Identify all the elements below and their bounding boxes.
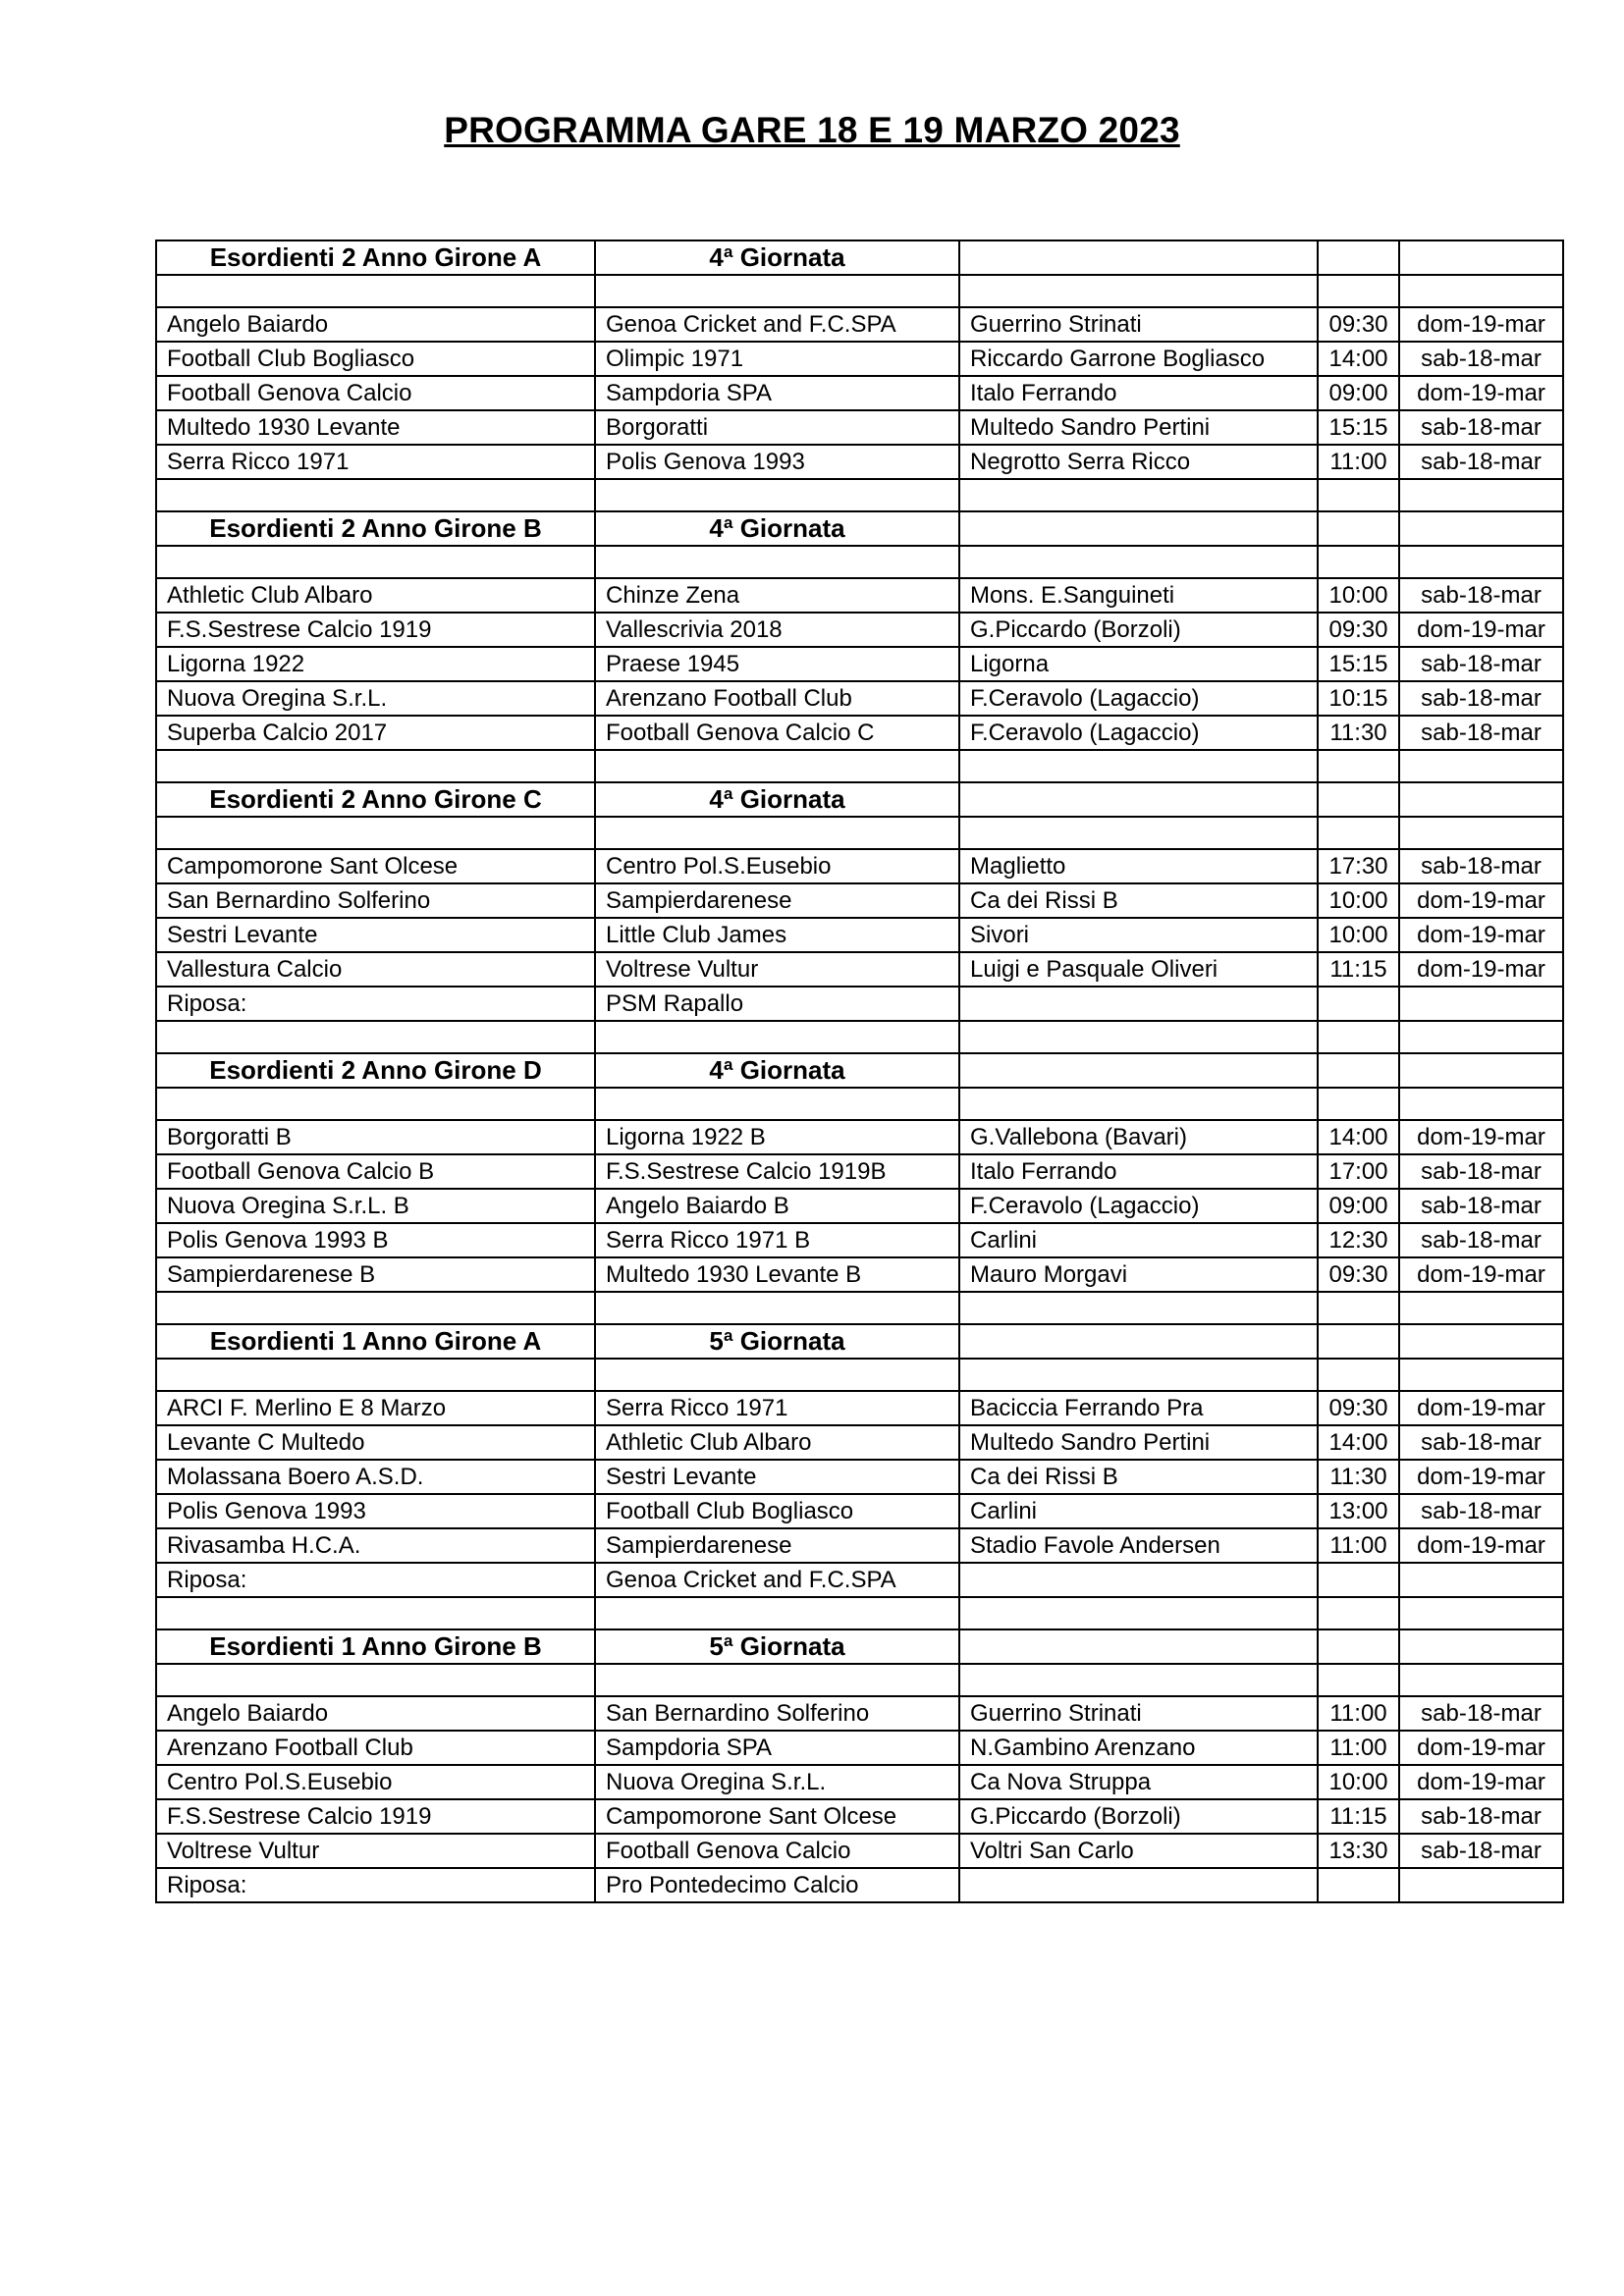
spacer-row xyxy=(156,1088,1563,1120)
kickoff-time: 17:00 xyxy=(1318,1154,1399,1189)
home-team: Multedo 1930 Levante xyxy=(156,410,595,445)
empty-cell xyxy=(156,1664,595,1696)
empty-cell xyxy=(1399,750,1563,782)
home-team: Riposa: xyxy=(156,1563,595,1597)
match-date: dom-19-mar xyxy=(1399,918,1563,952)
empty-cell xyxy=(959,1664,1318,1696)
spacer-row xyxy=(156,1597,1563,1629)
away-team: Genoa Cricket and F.C.SPA xyxy=(595,1563,959,1597)
match-row xyxy=(156,410,1563,445)
empty-cell xyxy=(1318,511,1399,546)
group-header-row xyxy=(156,511,1563,546)
away-team: San Bernardino Solferino xyxy=(595,1696,959,1731)
group-name: Esordienti 1 Anno Girone B xyxy=(156,1629,595,1664)
empty-cell xyxy=(1318,275,1399,307)
home-team: Ligorna 1922 xyxy=(156,647,595,681)
empty-cell xyxy=(1399,1664,1563,1696)
away-team: Sestri Levante xyxy=(595,1460,959,1494)
venue: Italo Ferrando xyxy=(959,1154,1318,1189)
match-row xyxy=(156,445,1563,479)
away-team: Chinze Zena xyxy=(595,578,959,613)
home-team: Molassana Boero A.S.D. xyxy=(156,1460,595,1494)
home-team: F.S.Sestrese Calcio 1919 xyxy=(156,613,595,647)
venue: Baciccia Ferrando Pra xyxy=(959,1391,1318,1425)
empty-cell xyxy=(1318,1324,1399,1359)
empty-cell xyxy=(156,1021,595,1053)
spacer-row xyxy=(156,1292,1563,1324)
home-team: Football Genova Calcio xyxy=(156,376,595,410)
kickoff-time: 11:00 xyxy=(1318,1696,1399,1731)
home-team: Nuova Oregina S.r.L. B xyxy=(156,1189,595,1223)
empty-cell xyxy=(595,1088,959,1120)
spacer-row xyxy=(156,275,1563,307)
empty-cell xyxy=(1399,1324,1563,1359)
empty-cell xyxy=(156,817,595,849)
away-team: Polis Genova 1993 xyxy=(595,445,959,479)
home-team: Voltrese Vultur xyxy=(156,1834,595,1868)
home-team: Polis Genova 1993 B xyxy=(156,1223,595,1257)
match-date: dom-19-mar xyxy=(1399,307,1563,342)
match-row xyxy=(156,987,1563,1021)
kickoff-time xyxy=(1318,1563,1399,1597)
empty-cell xyxy=(1318,546,1399,578)
spacer-row xyxy=(156,1359,1563,1391)
home-team: Arenzano Football Club xyxy=(156,1731,595,1765)
match-date: sab-18-mar xyxy=(1399,1834,1563,1868)
home-team: Sampierdarenese B xyxy=(156,1257,595,1292)
empty-cell xyxy=(595,1021,959,1053)
kickoff-time: 09:30 xyxy=(1318,1257,1399,1292)
away-team: Genoa Cricket and F.C.SPA xyxy=(595,307,959,342)
spacer-row xyxy=(156,546,1563,578)
round-label: 4ª Giornata xyxy=(595,1053,959,1088)
match-row xyxy=(156,1189,1563,1223)
empty-cell xyxy=(156,1088,595,1120)
empty-cell xyxy=(959,1359,1318,1391)
kickoff-time: 12:30 xyxy=(1318,1223,1399,1257)
match-row xyxy=(156,613,1563,647)
empty-cell xyxy=(1399,1359,1563,1391)
match-row xyxy=(156,1834,1563,1868)
kickoff-time: 14:00 xyxy=(1318,342,1399,376)
empty-cell xyxy=(1318,1664,1399,1696)
away-team: F.S.Sestrese Calcio 1919B xyxy=(595,1154,959,1189)
empty-cell xyxy=(595,1597,959,1629)
away-team: Campomorone Sant Olcese xyxy=(595,1799,959,1834)
home-team: Riposa: xyxy=(156,1868,595,1902)
empty-cell xyxy=(959,1629,1318,1664)
empty-cell xyxy=(1399,1292,1563,1324)
match-date: sab-18-mar xyxy=(1399,849,1563,883)
venue: Italo Ferrando xyxy=(959,376,1318,410)
match-row xyxy=(156,1868,1563,1902)
match-date: dom-19-mar xyxy=(1399,883,1563,918)
empty-cell xyxy=(959,750,1318,782)
home-team: San Bernardino Solferino xyxy=(156,883,595,918)
away-team: Voltrese Vultur xyxy=(595,952,959,987)
empty-cell xyxy=(1318,1021,1399,1053)
venue: Luigi e Pasquale Oliveri xyxy=(959,952,1318,987)
empty-cell xyxy=(156,275,595,307)
kickoff-time: 11:15 xyxy=(1318,1799,1399,1834)
venue: Stadio Favole Andersen xyxy=(959,1528,1318,1563)
kickoff-time: 13:30 xyxy=(1318,1834,1399,1868)
empty-cell xyxy=(1399,275,1563,307)
match-date: dom-19-mar xyxy=(1399,1731,1563,1765)
venue: G.Piccardo (Borzoli) xyxy=(959,1799,1318,1834)
kickoff-time xyxy=(1318,987,1399,1021)
home-team: Rivasamba H.C.A. xyxy=(156,1528,595,1563)
empty-cell xyxy=(1318,1597,1399,1629)
venue xyxy=(959,1563,1318,1597)
empty-cell xyxy=(1318,782,1399,817)
away-team: Centro Pol.S.Eusebio xyxy=(595,849,959,883)
match-date: dom-19-mar xyxy=(1399,1765,1563,1799)
empty-cell xyxy=(1318,1088,1399,1120)
empty-cell xyxy=(959,1324,1318,1359)
match-row xyxy=(156,1696,1563,1731)
away-team: Pro Pontedecimo Calcio xyxy=(595,1868,959,1902)
match-row xyxy=(156,918,1563,952)
empty-cell xyxy=(595,1359,959,1391)
empty-cell xyxy=(1318,750,1399,782)
venue: Sivori xyxy=(959,918,1318,952)
home-team: Nuova Oregina S.r.L. xyxy=(156,681,595,716)
away-team: Sampierdarenese xyxy=(595,1528,959,1563)
empty-cell xyxy=(1399,546,1563,578)
empty-cell xyxy=(959,1597,1318,1629)
match-date: sab-18-mar xyxy=(1399,1696,1563,1731)
home-team: Athletic Club Albaro xyxy=(156,578,595,613)
home-team: Riposa: xyxy=(156,987,595,1021)
venue: Multedo Sandro Pertini xyxy=(959,1425,1318,1460)
kickoff-time: 14:00 xyxy=(1318,1425,1399,1460)
venue: Carlini xyxy=(959,1223,1318,1257)
kickoff-time: 10:00 xyxy=(1318,578,1399,613)
group-name: Esordienti 2 Anno Girone B xyxy=(156,511,595,546)
kickoff-time: 17:30 xyxy=(1318,849,1399,883)
spacer-row xyxy=(156,1664,1563,1696)
venue: Ca dei Rissi B xyxy=(959,1460,1318,1494)
spacer-row xyxy=(156,1021,1563,1053)
empty-cell xyxy=(156,1597,595,1629)
schedule-table xyxy=(155,240,1564,1903)
venue: Maglietto xyxy=(959,849,1318,883)
match-date: sab-18-mar xyxy=(1399,716,1563,750)
venue xyxy=(959,1868,1318,1902)
match-date: dom-19-mar xyxy=(1399,1528,1563,1563)
away-team: Arenzano Football Club xyxy=(595,681,959,716)
empty-cell xyxy=(1318,1359,1399,1391)
kickoff-time: 10:00 xyxy=(1318,1765,1399,1799)
empty-cell xyxy=(959,1088,1318,1120)
away-team: Football Genova Calcio C xyxy=(595,716,959,750)
away-team: Sampierdarenese xyxy=(595,883,959,918)
match-row xyxy=(156,883,1563,918)
spacer-row xyxy=(156,750,1563,782)
kickoff-time xyxy=(1318,1868,1399,1902)
home-team: Serra Ricco 1971 xyxy=(156,445,595,479)
away-team: Little Club James xyxy=(595,918,959,952)
match-row xyxy=(156,1223,1563,1257)
kickoff-time: 09:30 xyxy=(1318,307,1399,342)
home-team: Football Club Bogliasco xyxy=(156,342,595,376)
match-date: sab-18-mar xyxy=(1399,681,1563,716)
match-date: sab-18-mar xyxy=(1399,1494,1563,1528)
group-header-row xyxy=(156,1324,1563,1359)
empty-cell xyxy=(1399,817,1563,849)
group-name: Esordienti 1 Anno Girone A xyxy=(156,1324,595,1359)
empty-cell xyxy=(1399,240,1563,275)
group-name: Esordienti 2 Anno Girone D xyxy=(156,1053,595,1088)
empty-cell xyxy=(959,1053,1318,1088)
home-team: Levante C Multedo xyxy=(156,1425,595,1460)
empty-cell xyxy=(156,750,595,782)
home-team: Campomorone Sant Olcese xyxy=(156,849,595,883)
home-team: Polis Genova 1993 xyxy=(156,1494,595,1528)
venue: Negrotto Serra Ricco xyxy=(959,445,1318,479)
away-team: Serra Ricco 1971 B xyxy=(595,1223,959,1257)
match-row xyxy=(156,1391,1563,1425)
empty-cell xyxy=(1318,1629,1399,1664)
empty-cell xyxy=(1318,479,1399,511)
home-team: F.S.Sestrese Calcio 1919 xyxy=(156,1799,595,1834)
empty-cell xyxy=(1318,240,1399,275)
away-team: Serra Ricco 1971 xyxy=(595,1391,959,1425)
kickoff-time: 11:00 xyxy=(1318,1528,1399,1563)
venue: Mauro Morgavi xyxy=(959,1257,1318,1292)
match-date xyxy=(1399,1868,1563,1902)
match-row xyxy=(156,681,1563,716)
empty-cell xyxy=(595,1292,959,1324)
match-date: sab-18-mar xyxy=(1399,578,1563,613)
away-team: Borgoratti xyxy=(595,410,959,445)
match-row xyxy=(156,376,1563,410)
match-date: sab-18-mar xyxy=(1399,1223,1563,1257)
away-team: Sampdoria SPA xyxy=(595,1731,959,1765)
away-team: PSM Rapallo xyxy=(595,987,959,1021)
empty-cell xyxy=(959,1292,1318,1324)
match-date: sab-18-mar xyxy=(1399,410,1563,445)
match-row xyxy=(156,1425,1563,1460)
home-team: Angelo Baiardo xyxy=(156,1696,595,1731)
match-row xyxy=(156,342,1563,376)
venue: Guerrino Strinati xyxy=(959,1696,1318,1731)
match-row xyxy=(156,1765,1563,1799)
kickoff-time: 13:00 xyxy=(1318,1494,1399,1528)
away-team: Angelo Baiardo B xyxy=(595,1189,959,1223)
away-team: Football Genova Calcio xyxy=(595,1834,959,1868)
venue: Carlini xyxy=(959,1494,1318,1528)
kickoff-time: 11:30 xyxy=(1318,716,1399,750)
group-header-row xyxy=(156,1629,1563,1664)
match-date: sab-18-mar xyxy=(1399,1154,1563,1189)
away-team: Vallescrivia 2018 xyxy=(595,613,959,647)
away-team: Praese 1945 xyxy=(595,647,959,681)
match-date: dom-19-mar xyxy=(1399,376,1563,410)
match-row xyxy=(156,849,1563,883)
empty-cell xyxy=(959,546,1318,578)
kickoff-time: 10:00 xyxy=(1318,883,1399,918)
away-team: Olimpic 1971 xyxy=(595,342,959,376)
home-team: ARCI F. Merlino E 8 Marzo xyxy=(156,1391,595,1425)
kickoff-time: 15:15 xyxy=(1318,647,1399,681)
venue: N.Gambino Arenzano xyxy=(959,1731,1318,1765)
match-row xyxy=(156,1154,1563,1189)
match-row xyxy=(156,716,1563,750)
page-title: PROGRAMMA GARE 18 E 19 MARZO 2023 xyxy=(444,110,1180,150)
round-label: 4ª Giornata xyxy=(595,511,959,546)
home-team: Football Genova Calcio B xyxy=(156,1154,595,1189)
venue: G.Vallebona (Bavari) xyxy=(959,1120,1318,1154)
empty-cell xyxy=(1399,1088,1563,1120)
round-label: 4ª Giornata xyxy=(595,240,959,275)
kickoff-time: 09:30 xyxy=(1318,1391,1399,1425)
home-team: Vallestura Calcio xyxy=(156,952,595,987)
empty-cell xyxy=(1399,782,1563,817)
empty-cell xyxy=(595,546,959,578)
match-date: dom-19-mar xyxy=(1399,613,1563,647)
home-team: Sestri Levante xyxy=(156,918,595,952)
venue: G.Piccardo (Borzoli) xyxy=(959,613,1318,647)
match-date: dom-19-mar xyxy=(1399,1257,1563,1292)
empty-cell xyxy=(156,1359,595,1391)
round-label: 5ª Giornata xyxy=(595,1629,959,1664)
round-label: 4ª Giornata xyxy=(595,782,959,817)
match-row xyxy=(156,1563,1563,1597)
group-name: Esordienti 2 Anno Girone C xyxy=(156,782,595,817)
spacer-row xyxy=(156,479,1563,511)
kickoff-time: 11:15 xyxy=(1318,952,1399,987)
kickoff-time: 10:00 xyxy=(1318,918,1399,952)
empty-cell xyxy=(595,817,959,849)
kickoff-time: 14:00 xyxy=(1318,1120,1399,1154)
empty-cell xyxy=(1399,1629,1563,1664)
empty-cell xyxy=(1399,1021,1563,1053)
venue: Ligorna xyxy=(959,647,1318,681)
group-header-row xyxy=(156,782,1563,817)
empty-cell xyxy=(1318,1053,1399,1088)
empty-cell xyxy=(1318,817,1399,849)
venue: Ca Nova Struppa xyxy=(959,1765,1318,1799)
empty-cell xyxy=(1399,1597,1563,1629)
match-date: sab-18-mar xyxy=(1399,342,1563,376)
kickoff-time: 10:15 xyxy=(1318,681,1399,716)
home-team: Borgoratti B xyxy=(156,1120,595,1154)
kickoff-time: 09:00 xyxy=(1318,376,1399,410)
empty-cell xyxy=(959,275,1318,307)
home-team: Superba Calcio 2017 xyxy=(156,716,595,750)
venue: Ca dei Rissi B xyxy=(959,883,1318,918)
match-date: sab-18-mar xyxy=(1399,1189,1563,1223)
home-team: Angelo Baiardo xyxy=(156,307,595,342)
venue: Multedo Sandro Pertini xyxy=(959,410,1318,445)
empty-cell xyxy=(959,1021,1318,1053)
kickoff-time: 09:30 xyxy=(1318,613,1399,647)
match-date: sab-18-mar xyxy=(1399,647,1563,681)
match-row xyxy=(156,952,1563,987)
kickoff-time: 11:00 xyxy=(1318,1731,1399,1765)
match-row xyxy=(156,1257,1563,1292)
empty-cell xyxy=(1399,511,1563,546)
empty-cell xyxy=(1318,1292,1399,1324)
empty-cell xyxy=(595,750,959,782)
match-row xyxy=(156,1799,1563,1834)
venue: Guerrino Strinati xyxy=(959,307,1318,342)
empty-cell xyxy=(959,479,1318,511)
venue: Mons. E.Sanguineti xyxy=(959,578,1318,613)
venue: F.Ceravolo (Lagaccio) xyxy=(959,681,1318,716)
match-row xyxy=(156,578,1563,613)
empty-cell xyxy=(1399,1053,1563,1088)
match-date: sab-18-mar xyxy=(1399,445,1563,479)
match-row xyxy=(156,1460,1563,1494)
match-date: dom-19-mar xyxy=(1399,952,1563,987)
match-date: sab-18-mar xyxy=(1399,1799,1563,1834)
kickoff-time: 11:30 xyxy=(1318,1460,1399,1494)
match-date: dom-19-mar xyxy=(1399,1391,1563,1425)
group-name: Esordienti 2 Anno Girone A xyxy=(156,240,595,275)
kickoff-time: 09:00 xyxy=(1318,1189,1399,1223)
empty-cell xyxy=(959,817,1318,849)
empty-cell xyxy=(595,479,959,511)
venue: F.Ceravolo (Lagaccio) xyxy=(959,1189,1318,1223)
empty-cell xyxy=(959,511,1318,546)
home-team: Centro Pol.S.Eusebio xyxy=(156,1765,595,1799)
match-row xyxy=(156,1528,1563,1563)
away-team: Ligorna 1922 B xyxy=(595,1120,959,1154)
empty-cell xyxy=(156,1292,595,1324)
empty-cell xyxy=(156,546,595,578)
match-date: sab-18-mar xyxy=(1399,1425,1563,1460)
match-row xyxy=(156,1494,1563,1528)
kickoff-time: 11:00 xyxy=(1318,445,1399,479)
empty-cell xyxy=(959,240,1318,275)
round-label: 5ª Giornata xyxy=(595,1324,959,1359)
empty-cell xyxy=(595,275,959,307)
match-row xyxy=(156,307,1563,342)
group-header-row xyxy=(156,1053,1563,1088)
away-team: Football Club Bogliasco xyxy=(595,1494,959,1528)
match-row xyxy=(156,1120,1563,1154)
match-date: dom-19-mar xyxy=(1399,1120,1563,1154)
venue: Riccardo Garrone Bogliasco xyxy=(959,342,1318,376)
spacer-row xyxy=(156,817,1563,849)
venue: F.Ceravolo (Lagaccio) xyxy=(959,716,1318,750)
empty-cell xyxy=(1399,479,1563,511)
empty-cell xyxy=(156,479,595,511)
venue: Voltri San Carlo xyxy=(959,1834,1318,1868)
match-date: dom-19-mar xyxy=(1399,1460,1563,1494)
match-row xyxy=(156,647,1563,681)
group-header-row xyxy=(156,240,1563,275)
match-row xyxy=(156,1731,1563,1765)
kickoff-time: 15:15 xyxy=(1318,410,1399,445)
venue xyxy=(959,987,1318,1021)
away-team: Sampdoria SPA xyxy=(595,376,959,410)
empty-cell xyxy=(959,782,1318,817)
away-team: Nuova Oregina S.r.L. xyxy=(595,1765,959,1799)
away-team: Multedo 1930 Levante B xyxy=(595,1257,959,1292)
away-team: Athletic Club Albaro xyxy=(595,1425,959,1460)
match-date xyxy=(1399,987,1563,1021)
empty-cell xyxy=(595,1664,959,1696)
match-date xyxy=(1399,1563,1563,1597)
